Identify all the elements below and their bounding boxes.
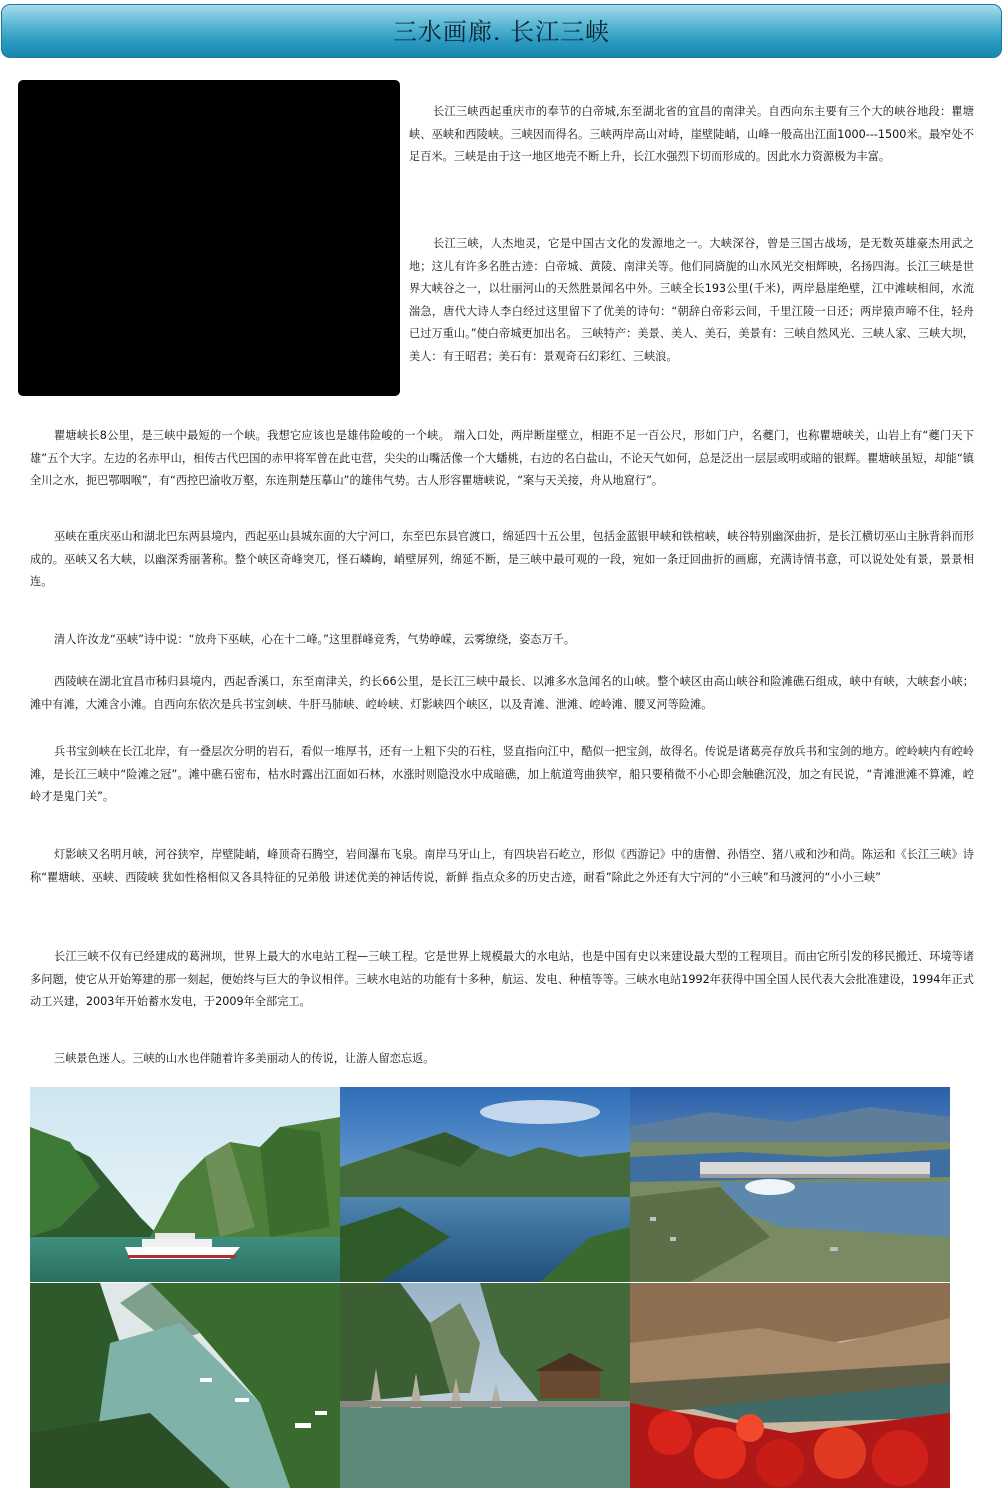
paragraph-dengying: 灯影峡又名明月峡，河谷狭窄，岸壁陡峭，峰顶奇石腾空，岩间瀑布飞泉。南岸马牙山上，有四块岩石屹立，形似《西游记》中的唐僧、孙悟空、猪八戒和沙和尚。陈运和《长江三峡》诗称“瞿塘峡、巫峡、西陵峡 犹如性格相似又各具特征的兄弟般 讲述优美的神话传说，新鲜 指点众多的历史古迹，耐看”除此之外还有大宁河的“小三峡”和马渡河的“小小三峡” xyxy=(30,848,974,884)
paragraph-wuxia: 巫峡在重庆巫山和湖北巴东两县境内，西起巫山县城东面的大宁河口，东至巴东县官渡口，绵延四十五公里，包括金蓝银甲峡和铁棺峡，峡谷特别幽深曲折，是长江横切巫山主脉背斜而形成的。巫峡又名大峡，以幽深秀丽著称。整个峡区奇峰突兀，怪石嶙峋，峭壁屏列，绵延不断，是三峡中最可观的一段，宛如一条迂回曲折的画廊，充满诗情书意，可以说处处有景，景景相连。 xyxy=(30,530,974,588)
paragraph-qutang: 瞿塘峡长8公里，是三峡中最短的一个峡。我想它应该也是雄伟险峻的一个峡。 端入口处，两岸断崖壁立，相距不足一百公尺，形如门户，名夔门，也称瞿塘峡关，山岩上有“夔门天下雄”五个大字。左边的名赤甲山，相传古代巴国的赤甲将军曾在此屯营，尖尖的山嘴活像一个大蟠桃，右边的名白盐山，不论天气如何，总是泛出一层层或明或暗的银辉。瞿塘峡虽短，却能“镇全川之水，扼巴鄂咽喉”，有“西控巴渝收万壑，东连荆楚压摹山”的雄伟气势。古人形容瞿塘峡说，“案与天关接，舟从地窟行”。 xyxy=(30,429,974,487)
gallery-photo-stone-pillars xyxy=(340,1283,630,1488)
paragraph-culture: 长江三峡，人杰地灵，它是中国古文化的发源地之一。大峡深谷，曾是三国古战场，是无数英雄豪杰用武之地；这儿有许多名胜古迹：白帝城、黄陵、南津关等。他们同旖旎的山水风光交相辉映，名扬四海。长江三峡是世界大峡谷之一，以壮丽河山的天然胜景闻名中外。三峡全长193公里(千米)，两岸悬崖绝壁，江中滩峡相间，水流湍急，唐代大诗人李白经过这里留下了优美的诗句：“朝辞白帝彩云间，千里江陵一日还；两岸猿声啼不住，轻舟已过万重山。”使白帝城更加出名。 三峡特产：美景、美人、美石，美景有：三峡自然风光、三峡人家、三峡大坝，美人：有王昭君；美石有：景观奇石幻彩红、三峡浪。 xyxy=(409,237,974,363)
photo-gallery xyxy=(30,1087,950,1488)
paragraph-poem: 清人许汝龙“巫峡”诗中说：“放舟下巫峡，心在十二峰。”这里群峰竞秀，气势峥嵘，云雾缭绕，姿态万千。 xyxy=(54,633,576,646)
paragraph-dam: 长江三峡不仅有已经建成的葛洲坝，世界上最大的水电站工程—三峡工程。它是世界上规模最大的水电站，也是中国有史以来建设最大型的工程项目。而由它所引发的移民搬迁、环境等诸多问题，使它从开始筹建的那一刻起，便始终与巨大的争议相伴。三峡水电站的功能有十多种，航运、发电、种植等等。三峡水电站1992年获得中国全国人民代表大会批准建设，1994年正式动工兴建，2003年开始蓄水发电，于2009年全部完工。 xyxy=(30,950,974,1008)
page-header xyxy=(1,4,1002,58)
hero-image xyxy=(18,80,400,396)
gallery-photo-gorge-cruise xyxy=(30,1087,340,1282)
gallery-photo-green-gorge xyxy=(30,1283,340,1488)
paragraph-intro: 长江三峡西起重庆市的奉节的白帝城,东至湖北省的宜昌的南津关。自西向东主要有三个大的峡谷地段：瞿塘峡、巫峡和西陵峡。三峡因而得名。三峡两岸高山对峙，崖壁陡峭，山峰一般高出江面1000---1500米。最窄处不足百米。三峡是由于这一地区地壳不断上升，长江水强烈下切而形成的。因此水力资源极为丰富。 xyxy=(409,105,974,163)
paragraph-bingshu: 兵书宝剑峡在长江北岸，有一叠层次分明的岩石，看似一堆厚书，还有一上粗下尖的石柱，竖直指向江中，酷似一把宝剑，故得名。传说是诸葛亮存放兵书和宝剑的地方。崆岭峡内有崆岭滩，是长江三峡中“险滩之冠”。滩中礁石密布，枯水时露出江面如石林，水涨时则隐没水中成暗礁，加上航道弯曲狭窄，船只要稍微不小心即会触礁沉没，加之有民说，“青滩泄滩不算滩，崆岭才是鬼门关”。 xyxy=(30,745,974,803)
paragraph-xiling: 西陵峡在湖北宜昌市秭归县境内，西起香溪口，东至南津关，约长66公里，是长江三峡中最长、以滩多水急闻名的山峡。整个峡区由高山峡谷和险滩礁石组成，峡中有峡，大峡套小峡；滩中有滩，大滩含小滩。自西向东依次是兵书宝剑峡、牛肝马肺峡、崆岭峡、灯影峡四个峡区，以及青滩、泄滩、崆岭滩、腰叉河等险滩。 xyxy=(30,675,974,711)
gallery-photo-dam-aerial xyxy=(630,1087,950,1282)
gallery-photo-red-leaves xyxy=(630,1283,950,1488)
gallery-photo-lake-hills xyxy=(340,1087,630,1282)
page-title: 三水画廊. 长江三峡 xyxy=(392,18,611,46)
paragraph-closing: 三峡景色迷人。三峡的山水也伴随着许多美丽动人的传说，让游人留恋忘返。 xyxy=(54,1052,435,1065)
